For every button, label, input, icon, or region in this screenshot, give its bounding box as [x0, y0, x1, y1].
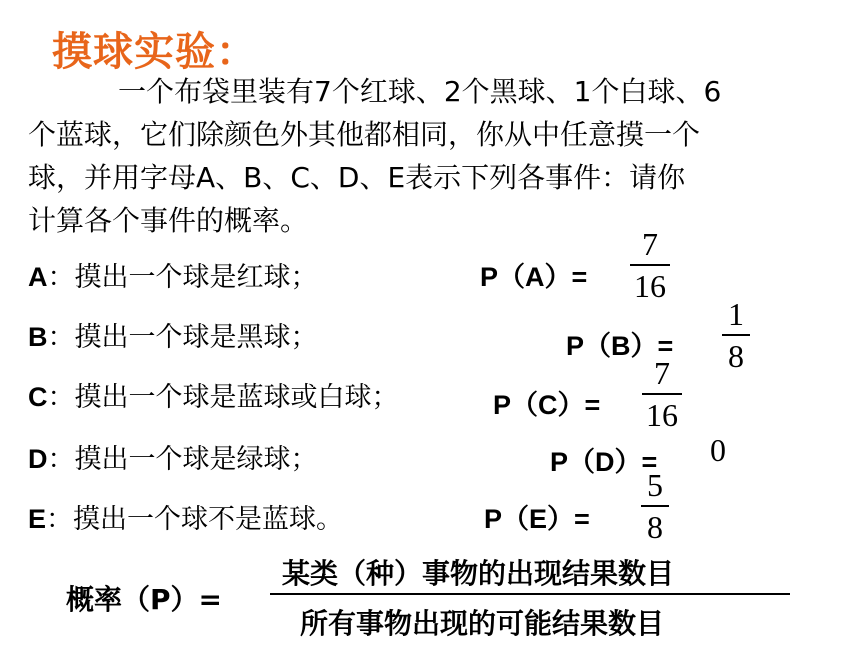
event-text: ：摸出一个球不是蓝球。: [46, 504, 344, 535]
page-title: 摸球实验：: [52, 29, 257, 75]
fraction-denominator: 8: [647, 509, 663, 545]
event-c: [28, 375, 399, 414]
fraction-bar: [722, 334, 750, 336]
prob-label-b: P（B）=: [566, 331, 674, 361]
fraction-denominator: 16: [646, 397, 678, 433]
fraction-denominator: 16: [634, 268, 666, 304]
formula-label: 概率（P）=: [66, 583, 222, 616]
prob-label-a: P（A）=: [480, 262, 588, 292]
event-b: [28, 315, 318, 354]
intro-line: 一个布袋里装有7个红球、2个黑球、1个白球、6: [118, 75, 722, 108]
event-text: ：摸出一个球是绿球；: [47, 444, 318, 475]
prob-label-c: P（C）=: [493, 390, 601, 420]
fraction-numerator: 7: [654, 355, 670, 391]
problem-statement: [28, 70, 828, 242]
event-letter: C: [28, 382, 48, 412]
fraction-numerator: 5: [647, 467, 663, 503]
fraction-denominator: 8: [728, 338, 744, 374]
prob-fraction-b: [722, 296, 750, 374]
event-letter: E: [28, 504, 47, 534]
fraction-numerator: 7: [642, 226, 658, 262]
event-text: ：摸出一个球是蓝球或白球；: [47, 382, 399, 413]
prob-fraction-c: [642, 355, 682, 433]
event-text: ：摸出一个球是红球；: [47, 262, 318, 293]
event-letter: B: [28, 322, 48, 352]
event-letter: A: [28, 262, 48, 292]
event-text: ：摸出一个球是黑球；: [47, 322, 318, 353]
fraction-bar: [641, 505, 669, 507]
formula-denominator: 所有事物出现的可能结果数目: [300, 607, 665, 640]
intro-line: 球，并用字母A、B、C、D、E表示下列各事件：请你: [28, 161, 686, 194]
prob-label-d: P（D）=: [550, 447, 658, 477]
prob-value-d: 0: [710, 432, 726, 468]
event-a: [28, 255, 318, 294]
formula-fraction-bar: [270, 593, 790, 595]
prob-fraction-e: [641, 467, 669, 545]
prob-fraction-a: [630, 226, 670, 304]
fraction-bar: [630, 264, 670, 266]
event-e: [28, 497, 343, 536]
event-letter: D: [28, 444, 48, 474]
intro-line: 计算各个事件的概率。: [28, 204, 309, 237]
fraction-bar: [642, 393, 682, 395]
event-d: [28, 437, 318, 476]
intro-line: 个蓝球，它们除颜色外其他都相同，你从中任意摸一个: [28, 118, 701, 151]
fraction-numerator: 1: [728, 296, 744, 332]
prob-label-e: P（E）=: [484, 504, 590, 534]
formula-numerator: 某类（种）事物的出现结果数目: [282, 557, 675, 590]
